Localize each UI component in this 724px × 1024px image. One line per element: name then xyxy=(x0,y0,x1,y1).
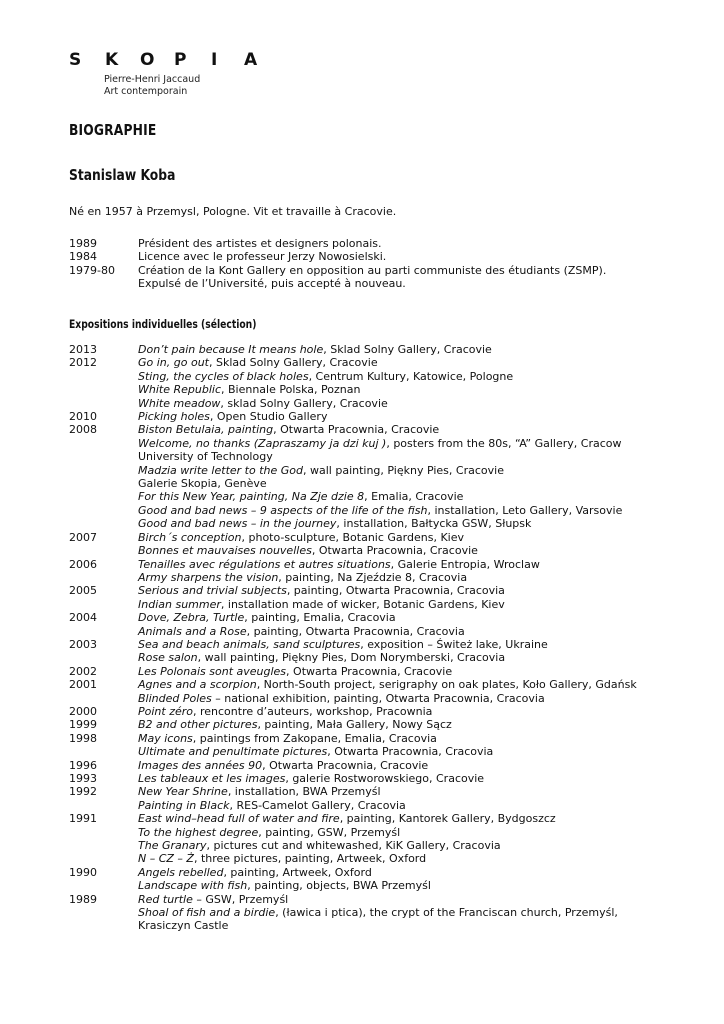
exhibition-text xyxy=(138,558,689,571)
exhibition-details: , painting, GSW, Przemyśl xyxy=(258,825,401,839)
exhibition-row xyxy=(69,437,689,450)
exhibition-title: Blinded Poles xyxy=(138,691,212,705)
exhibition-title: Go in, go out xyxy=(138,356,209,370)
exhibition-row xyxy=(69,517,689,530)
exhibition-row xyxy=(69,745,689,758)
exhibition-details: , Biennale Polska, Poznan xyxy=(221,383,361,397)
exhibition-year: 1989 xyxy=(69,892,97,906)
exhibition-title: Agnes and a scorpion xyxy=(138,678,257,692)
exhibition-year: 2002 xyxy=(69,664,97,678)
exhibition-details: , photo-sculpture, Botanic Gardens, Kiev xyxy=(241,530,464,544)
logo-letter: I xyxy=(211,50,218,70)
exhibition-details: , installation, Bałtycka GSW, Słupsk xyxy=(336,517,532,531)
exhibition-row xyxy=(69,866,689,879)
exhibition-text xyxy=(138,799,689,812)
exhibition-row xyxy=(69,423,689,436)
bio-year: 1984 xyxy=(69,250,97,264)
intro-text: Né en 1957 à Przemysl, Pologne. Vit et travaille à Cracovie. xyxy=(69,205,397,218)
exhibition-title: The Granary xyxy=(138,839,207,853)
exhibition-title: Ultimate and penultimate pictures xyxy=(138,745,328,759)
exhibition-row xyxy=(69,638,689,651)
exhibition-year xyxy=(69,504,138,517)
exhibition-text xyxy=(138,785,689,798)
exhibition-details: , paintings from Zakopane, Emalia, Cracovia xyxy=(192,731,437,745)
exhibition-details: , Otwarta Pracownia, Cracovie xyxy=(273,423,440,437)
biography-list xyxy=(69,237,689,291)
exhibition-title: N – CZ – Ż xyxy=(138,852,194,866)
exhibition-title: Biston Betulaia, painting xyxy=(138,423,274,437)
exhibition-year xyxy=(69,651,138,664)
exhibition-year: 2013 xyxy=(69,343,97,356)
exhibition-text xyxy=(138,826,689,839)
exhibition-text xyxy=(138,692,689,705)
exhibition-text xyxy=(138,611,689,624)
exhibition-year: 2006 xyxy=(69,557,97,571)
exhibition-title: May icons xyxy=(138,731,193,745)
exhibition-title: Dove, Zebra, Turtle xyxy=(138,611,245,625)
bio-text: Licence avec le professeur Jerzy Nowosielski. xyxy=(138,250,387,264)
exhibition-text xyxy=(138,625,689,638)
exhibition-row xyxy=(69,906,689,919)
exhibition-text xyxy=(138,383,689,396)
exhibition-row xyxy=(69,544,689,557)
exhibition-title: Indian summer xyxy=(138,597,221,611)
exhibition-year: 1999 xyxy=(69,718,97,732)
exhibition-row xyxy=(69,678,689,691)
exhibition-year xyxy=(69,598,138,611)
exhibition-title: Tenailles avec régulations et autres situations xyxy=(138,557,391,571)
exhibition-title: To the highest degree xyxy=(138,825,259,839)
exhibition-details: , sklad Solny Gallery, Cracovie xyxy=(220,396,388,410)
exhibition-year: 1992 xyxy=(69,785,97,799)
exhibition-details: – national exhibition, painting, Otwarta Pracownia, Cracovia xyxy=(211,691,545,705)
exhibition-title: Landscape with fish xyxy=(138,879,248,893)
exhibition-row xyxy=(69,665,689,678)
page-title: BIOGRAPHIE xyxy=(69,121,157,139)
exhibitions-list xyxy=(69,343,689,933)
exhibition-year: 1996 xyxy=(69,758,97,772)
exhibition-title: Les Polonais sont aveugles xyxy=(138,664,287,678)
exhibition-text xyxy=(138,705,689,718)
exhibition-year xyxy=(69,826,138,839)
exhibition-text xyxy=(138,450,689,463)
exhibition-details: , Sklad Solny Gallery, Cracovie xyxy=(209,356,378,370)
exhibition-year xyxy=(69,625,138,638)
exhibition-title: Animals and a Rose xyxy=(138,624,247,638)
exhibition-year: 1990 xyxy=(69,865,97,879)
exhibition-details: , installation made of wicker, Botanic Gardens, Kiev xyxy=(220,597,505,611)
exhibition-year: 2008 xyxy=(69,423,97,437)
exhibition-text xyxy=(138,919,689,932)
exhibition-year xyxy=(69,464,138,477)
exhibition-year xyxy=(69,450,138,463)
exhibition-year: 2005 xyxy=(69,584,97,598)
exhibition-row xyxy=(69,893,689,906)
exhibition-details: , painting, Artweek, Oxford xyxy=(223,865,372,879)
exhibition-title: For this New Year, painting, Na Zje dzie 8 xyxy=(138,490,365,504)
exhibition-title: Point zéro xyxy=(138,704,193,718)
exhibition-title: Rose salon xyxy=(138,651,198,665)
exhibition-year xyxy=(69,692,138,705)
exhibition-text xyxy=(138,571,689,584)
exhibition-text xyxy=(138,638,689,651)
exhibition-year xyxy=(69,370,138,383)
exhibition-row xyxy=(69,450,689,463)
exhibition-text xyxy=(138,517,689,530)
exhibition-row xyxy=(69,504,689,517)
exhibition-row xyxy=(69,383,689,396)
exhibition-details: – GSW, Przemyśl xyxy=(192,892,289,906)
exhibition-year: 2007 xyxy=(69,530,97,544)
exhibition-text xyxy=(138,437,689,450)
exhibition-details: , Open Studio Gallery xyxy=(209,410,328,424)
exhibition-details: , Otwarta Pracownia, Cracovie xyxy=(311,544,478,558)
exhibition-text xyxy=(138,370,689,383)
exhibition-text xyxy=(138,893,689,906)
exhibition-details: , Centrum Kultury, Katowice, Pologne xyxy=(308,369,514,383)
exhibition-details: , painting, Na Zjeździe 8, Cracovia xyxy=(278,570,468,584)
exhibition-year xyxy=(69,490,138,503)
exhibition-details: , (ławica i ptica), the crypt of the Franciscan church, Przemyśl, xyxy=(275,906,618,920)
exhibition-details: , Otwarta Pracownia, Cracovia xyxy=(327,745,494,759)
exhibition-title: Angels rebelled xyxy=(138,865,224,879)
exhibition-row xyxy=(69,879,689,892)
exhibition-row xyxy=(69,799,689,812)
exhibition-text xyxy=(138,504,689,517)
exhibition-text xyxy=(138,651,689,664)
exhibition-title: Images des années 90 xyxy=(138,758,263,772)
exhibition-title: Army sharpens the vision xyxy=(138,570,279,584)
exhibition-title: Welcome, no thanks (Zapraszamy ja dzi kuj ) xyxy=(138,436,387,450)
exhibition-details: , painting, Otwarta Pracownia, Cracovia xyxy=(246,624,465,638)
exhibition-year: 1991 xyxy=(69,812,97,826)
exhibition-year xyxy=(69,745,138,758)
exhibition-title: White Republic xyxy=(138,383,221,397)
exhibition-title: Shoal of fish and a birdie xyxy=(138,906,276,920)
bio-text: Création de la Kont Gallery en opposition au parti communiste des étudiants (ZSMP). xyxy=(138,263,607,277)
bio-row xyxy=(69,250,689,263)
exhibition-text xyxy=(138,852,689,865)
exhibition-row xyxy=(69,531,689,544)
exhibition-details: , Emalia, Cracovie xyxy=(364,490,464,504)
exhibition-year xyxy=(69,571,138,584)
exhibition-row xyxy=(69,356,689,369)
exhibition-details: , rencontre d’auteurs, workshop, Pracownia xyxy=(193,704,433,718)
exhibition-details: , North-South project, serigraphy on oak plates, Koło Gallery, Gdańsk xyxy=(256,678,637,692)
exhibition-details: , posters from the 80s, “A” Gallery, Cracow xyxy=(386,436,622,450)
exhibition-text xyxy=(138,464,689,477)
bio-row xyxy=(69,264,689,277)
exhibition-details: , installation, Leto Gallery, Varsovie xyxy=(427,503,623,517)
bio-year: 1989 xyxy=(69,237,97,250)
exhibition-details: , painting, Otwarta Pracownia, Cracovia xyxy=(286,584,505,598)
bio-text: Expulsé de l’Université, puis accepté à nouveau. xyxy=(138,277,406,291)
exhibition-title: White meadow xyxy=(138,396,221,410)
exhibition-details: , Galerie Entropia, Wroclaw xyxy=(390,557,540,571)
exhibition-details: , pictures cut and whitewashed, KiK Gallery, Cracovia xyxy=(206,839,501,853)
exhibition-row xyxy=(69,571,689,584)
exhibition-title: East wind–head full of water and fire xyxy=(138,812,340,826)
exhibition-row xyxy=(69,558,689,571)
exhibition-text xyxy=(138,598,689,611)
exhibition-row xyxy=(69,852,689,865)
exhibition-details: , painting, Kantorek Gallery, Bydgoszcz xyxy=(339,812,556,826)
exhibition-row xyxy=(69,397,689,410)
exhibition-row xyxy=(69,625,689,638)
exhibition-row xyxy=(69,718,689,731)
exhibition-title: New Year Shrine xyxy=(138,785,228,799)
exhibition-year: 2001 xyxy=(69,678,97,692)
exhibition-text xyxy=(138,812,689,825)
exhibition-row xyxy=(69,705,689,718)
exhibition-year xyxy=(69,437,138,450)
exhibition-row xyxy=(69,919,689,932)
exhibition-details: , installation, BWA Przemyśl xyxy=(227,785,381,799)
exhibition-row xyxy=(69,839,689,852)
exhibition-year: 2010 xyxy=(69,410,97,424)
exhibition-title: Picking holes xyxy=(138,410,210,424)
exhibition-row xyxy=(69,410,689,423)
exhibition-year: 1998 xyxy=(69,731,97,745)
exhibition-details: , galerie Rostworowskiego, Cracovie xyxy=(285,772,485,785)
exhibition-year xyxy=(69,919,138,932)
exhibition-year xyxy=(69,383,138,396)
exhibition-year xyxy=(69,906,138,919)
logo-letter: S xyxy=(69,50,82,70)
exhibition-details: University of Technology xyxy=(138,450,273,464)
exhibition-details: , painting, Emalia, Cracovia xyxy=(244,611,396,625)
exhibition-year xyxy=(69,477,138,490)
exhibition-details: , painting, objects, BWA Przemyśl xyxy=(247,879,431,893)
exhibition-title: B2 and other pictures xyxy=(138,718,258,732)
section-title: Expositions individuelles (sélection) xyxy=(69,317,257,331)
gallery-tagline: Art contemporain xyxy=(104,86,188,97)
exhibition-row xyxy=(69,692,689,705)
exhibition-details: , three pictures, painting, Artweek, Oxford xyxy=(193,852,427,866)
exhibition-details: Galerie Skopia, Genève xyxy=(138,477,267,491)
exhibition-text xyxy=(138,732,689,745)
exhibition-row xyxy=(69,343,689,356)
exhibition-title: Good and bad news – in the journey xyxy=(138,517,337,531)
exhibition-title: Red turtle xyxy=(138,892,193,906)
exhibition-year xyxy=(69,852,138,865)
logo-letter: O xyxy=(140,50,155,70)
exhibition-year: 2012 xyxy=(69,356,97,370)
exhibition-text xyxy=(138,906,689,919)
exhibition-details: , Otwarta Pracownia, Cracovie xyxy=(286,664,453,678)
exhibition-title: Les tableaux et les images xyxy=(138,772,286,785)
exhibition-text xyxy=(138,477,689,490)
exhibition-year xyxy=(69,517,138,530)
exhibition-text xyxy=(138,718,689,731)
exhibition-row xyxy=(69,785,689,798)
exhibition-row xyxy=(69,490,689,503)
exhibition-year xyxy=(69,799,138,812)
exhibition-year: 2000 xyxy=(69,704,97,718)
exhibition-row xyxy=(69,732,689,745)
exhibition-text xyxy=(138,343,689,356)
exhibition-year xyxy=(69,544,138,557)
exhibition-title: Good and bad news – 9 aspects of the life of the fish xyxy=(138,503,428,517)
bio-year xyxy=(69,277,138,290)
exhibition-row xyxy=(69,584,689,597)
exhibition-row xyxy=(69,812,689,825)
exhibition-row xyxy=(69,598,689,611)
exhibition-details: , Otwarta Pracownia, Cracovie xyxy=(262,758,429,772)
exhibition-row xyxy=(69,611,689,624)
exhibition-text xyxy=(138,397,689,410)
exhibition-text xyxy=(138,772,689,785)
exhibition-text xyxy=(138,866,689,879)
exhibition-row xyxy=(69,772,689,785)
exhibition-details: , exposition – Świteż lake, Ukraine xyxy=(360,637,548,651)
logo-letter: P xyxy=(174,50,187,70)
logo-letter: K xyxy=(105,50,119,70)
bio-row xyxy=(69,237,689,250)
exhibition-details: , wall painting, Piękny Pies, Dom Norymberski, Cracovia xyxy=(197,651,506,665)
bio-text: Président des artistes et designers polonais. xyxy=(138,237,382,250)
exhibition-row xyxy=(69,759,689,772)
artist-name: Stanislaw Koba xyxy=(69,166,176,184)
exhibition-year xyxy=(69,879,138,892)
exhibition-text xyxy=(138,544,689,557)
exhibition-title: Bonnes et mauvaises nouvelles xyxy=(138,544,312,558)
exhibition-text xyxy=(138,410,689,423)
logo-letter: A xyxy=(244,50,258,70)
exhibition-year xyxy=(69,397,138,410)
exhibition-details: , painting, Mała Gallery, Nowy Sącz xyxy=(257,718,452,732)
exhibition-details: , RES-Camelot Gallery, Cracovia xyxy=(229,798,406,812)
bio-row xyxy=(69,277,689,290)
exhibition-year: 1993 xyxy=(69,772,97,785)
exhibition-details: , wall painting, Piękny Pies, Cracovie xyxy=(303,463,504,477)
exhibition-title: Sting, the cycles of black holes xyxy=(138,369,309,383)
exhibition-text xyxy=(138,665,689,678)
exhibition-text xyxy=(138,531,689,544)
exhibition-row xyxy=(69,370,689,383)
exhibition-text xyxy=(138,678,689,691)
exhibition-details: Krasiczyn Castle xyxy=(138,919,229,933)
exhibition-text xyxy=(138,584,689,597)
exhibition-text xyxy=(138,490,689,503)
exhibition-title: Birch´s conception xyxy=(138,530,242,544)
exhibition-title: Don’t pain because It means hole xyxy=(138,343,324,356)
owner-name: Pierre-Henri Jaccaud xyxy=(104,74,201,85)
exhibition-text xyxy=(138,356,689,369)
exhibition-text xyxy=(138,759,689,772)
exhibition-text xyxy=(138,745,689,758)
exhibition-row xyxy=(69,826,689,839)
exhibition-details: , Sklad Solny Gallery, Cracovie xyxy=(323,343,492,356)
exhibition-year: 2004 xyxy=(69,611,97,625)
exhibition-text xyxy=(138,839,689,852)
exhibition-row xyxy=(69,464,689,477)
exhibition-year: 2003 xyxy=(69,637,97,651)
exhibition-row xyxy=(69,477,689,490)
exhibition-text xyxy=(138,879,689,892)
exhibition-year xyxy=(69,839,138,852)
exhibition-title: Madzia write letter to the God xyxy=(138,463,303,477)
exhibition-text xyxy=(138,423,689,436)
exhibition-title: Painting in Black xyxy=(138,798,230,812)
exhibition-title: Serious and trivial subjects xyxy=(138,584,287,598)
exhibition-title: Sea and beach animals, sand sculptures xyxy=(138,637,361,651)
bio-year: 1979-80 xyxy=(69,263,115,277)
exhibition-row xyxy=(69,651,689,664)
